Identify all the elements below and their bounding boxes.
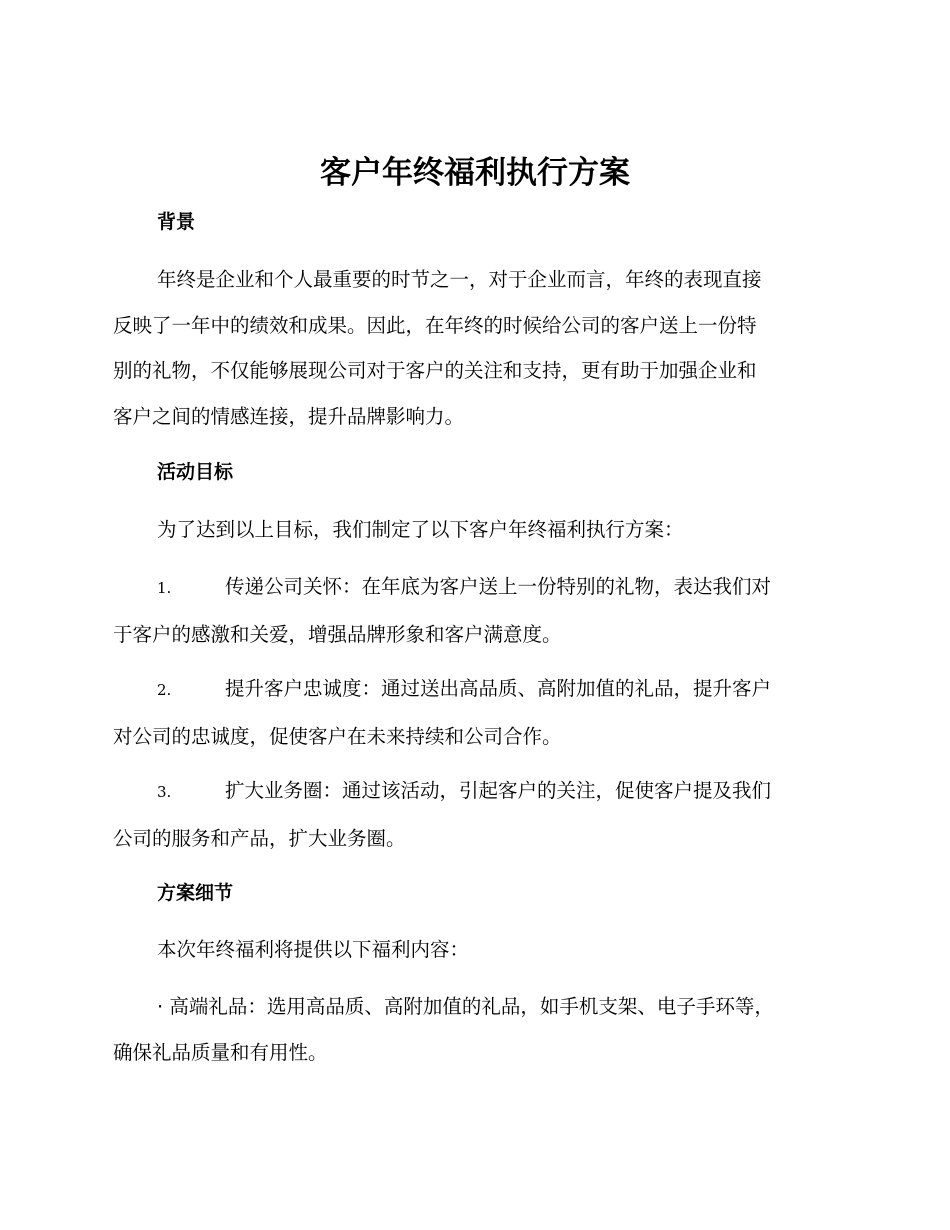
details-bullet: [113, 984, 833, 1075]
goal-item: [113, 768, 833, 861]
background-paragraph: [113, 257, 833, 439]
list-number: 1.: [157, 579, 172, 597]
document-title: 客户年终福利执行方案: [320, 155, 630, 191]
paragraph-line: 年终是企业和个人最重要的时节之一，对于企业而言，年终的表现直接: [157, 268, 762, 291]
paragraph-line: 别的礼物，不仅能够展现公司对于客户的关注和支持，更有助于加强企业和: [113, 359, 757, 382]
bullet-line: · 高端礼品：选用高品质、高附加值的礼品，如手机支架、电子手环等，: [157, 995, 774, 1018]
list-number: 3.: [157, 783, 172, 801]
list-item-text: 提升客户忠诚度：通过送出高品质、高附加值的礼品，提升客户: [225, 677, 772, 700]
section-heading-goals: 活动目标: [157, 461, 234, 483]
section-heading-details: 方案细节: [157, 882, 234, 904]
paragraph-line: 本次年终福利将提供以下福利内容：: [157, 938, 470, 961]
paragraph-line: 反映了一年中的绩效和成果。因此，在年终的时候给公司的客户送上一份特: [113, 313, 757, 337]
paragraph-line: 客户之间的情感连接，提升品牌影响力。: [113, 404, 465, 428]
list-item-line: 于客户的感激和关爱，增强品牌形象和客户满意度。: [113, 622, 562, 646]
details-intro: [113, 927, 833, 973]
paragraph-line: 为了达到以上目标，我们制定了以下客户年终福利执行方案：: [157, 518, 684, 541]
list-number: 2.: [157, 681, 172, 699]
bullet-line: 确保礼品质量和有用性。: [113, 1040, 328, 1064]
list-item-text: 传递公司关怀：在年底为客户送上一份特别的礼物，表达我们对: [225, 575, 772, 598]
list-item-line: [113, 564, 833, 612]
goal-item: [113, 564, 833, 657]
goals-intro: [113, 507, 833, 553]
list-item-line: 公司的服务和产品，扩大业务圈。: [113, 826, 406, 850]
list-item-line: 对公司的忠诚度，促使客户在未来持续和公司合作。: [113, 724, 562, 748]
section-heading-background: 背景: [157, 211, 196, 233]
goal-item: [113, 666, 833, 759]
list-item-line: [113, 768, 833, 816]
list-item-line: [113, 666, 833, 714]
list-item-text: 扩大业务圈：通过该活动，引起客户的关注，促使客户提及我们: [225, 779, 772, 802]
